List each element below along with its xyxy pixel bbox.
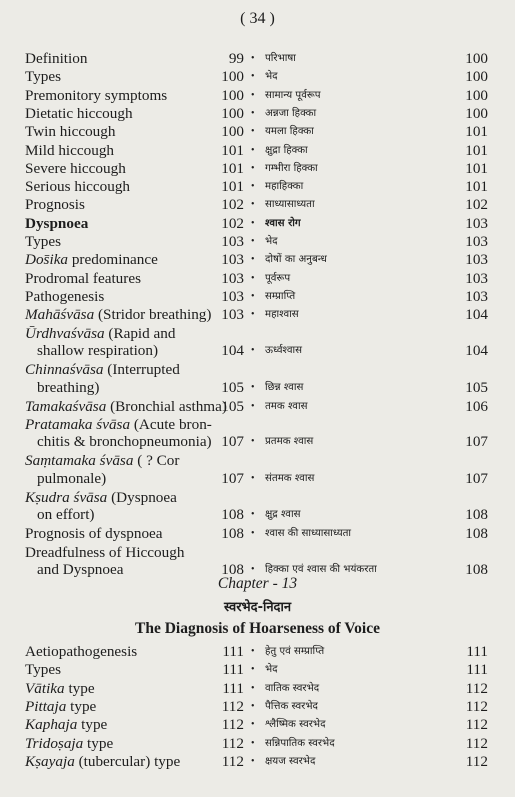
english-topic bbox=[25, 178, 235, 196]
hindi-topic: प्रतमक श्वास bbox=[265, 436, 314, 448]
english-topic bbox=[25, 105, 235, 123]
hindi-page-number: 108 bbox=[465, 506, 488, 524]
topic-text: Definition bbox=[25, 50, 88, 67]
bullet-separator: • bbox=[251, 199, 255, 211]
hindi-page-number: 103 bbox=[465, 287, 488, 305]
english-page-number: 100 bbox=[221, 68, 244, 86]
english-page-number: 102 bbox=[221, 214, 244, 232]
topic-text: predominance bbox=[68, 251, 158, 269]
english-topic-line bbox=[25, 361, 180, 378]
english-page-number: 111 bbox=[222, 643, 244, 660]
topic-text: Severe hiccough bbox=[25, 159, 126, 177]
english-page-number: 100 bbox=[221, 86, 244, 104]
bullet-separator: • bbox=[251, 737, 255, 749]
bullet-separator: • bbox=[251, 89, 255, 101]
topic-text: Twin hiccough bbox=[25, 123, 116, 141]
english-topic bbox=[25, 87, 235, 105]
english-topic bbox=[25, 123, 235, 141]
bullet-separator: • bbox=[251, 528, 255, 540]
sanskrit-term: Kṣudra śvāsa bbox=[25, 488, 108, 506]
chapter-title: The Diagnosis of Hoarseness of Voice bbox=[135, 620, 380, 637]
hindi-page-number: 101 bbox=[465, 141, 488, 159]
english-page-number: 100 bbox=[221, 104, 244, 122]
hindi-topic: वातिक स्वरभेद bbox=[265, 682, 320, 694]
topic-text: type bbox=[83, 734, 114, 752]
index-entry bbox=[0, 753, 515, 789]
english-page-number: 111 bbox=[222, 661, 244, 679]
hindi-page-number: 111 bbox=[466, 643, 488, 660]
english-topic bbox=[25, 50, 235, 68]
bullet-separator: • bbox=[251, 107, 255, 119]
bullet-separator: • bbox=[251, 646, 255, 657]
english-page-number: 108 bbox=[221, 561, 244, 579]
hindi-topic: पैत्तिक स्वरभेद bbox=[265, 700, 318, 712]
topic-text: (tubercular) type bbox=[74, 752, 181, 770]
hindi-topic: श्लैष्मिक स्वरभेद bbox=[265, 719, 326, 731]
index-entry bbox=[0, 452, 515, 488]
index-entry bbox=[0, 361, 515, 397]
english-topic bbox=[25, 251, 235, 269]
sanskrit-term: Vātika bbox=[25, 679, 65, 697]
english-page-number: 112 bbox=[221, 697, 244, 715]
topic-text: (Stridor breathing) bbox=[94, 306, 212, 324]
hindi-topic: ऊर्ध्वश्वास bbox=[265, 345, 303, 357]
bullet-separator: • bbox=[251, 700, 255, 712]
english-topic bbox=[25, 233, 235, 251]
english-topic-line bbox=[25, 251, 158, 268]
sanskrit-term: Pittaja bbox=[25, 697, 67, 715]
hindi-topic: हेतु एवं सम्प्राप्ति bbox=[265, 646, 325, 657]
english-topic bbox=[25, 361, 235, 396]
english-topic bbox=[25, 525, 235, 543]
english-page-number: 103 bbox=[221, 251, 244, 269]
sanskrit-term: Ūrdhvaśvāsa bbox=[25, 324, 105, 342]
bullet-separator: • bbox=[251, 309, 255, 321]
hindi-page-number: 102 bbox=[465, 196, 488, 214]
english-topic-line bbox=[25, 233, 61, 250]
topic-text: Dreadfulness of Hiccough bbox=[25, 543, 185, 561]
bullet-separator: • bbox=[251, 144, 255, 156]
english-page-number: 100 bbox=[221, 123, 244, 141]
sanskrit-term: Pratamaka śvāsa bbox=[25, 415, 131, 433]
hindi-page-number: 100 bbox=[465, 86, 488, 104]
english-topic-line bbox=[25, 306, 211, 323]
english-page-number: 103 bbox=[221, 269, 244, 287]
bullet-separator: • bbox=[251, 472, 255, 484]
english-page-number: 103 bbox=[221, 306, 244, 324]
bullet-separator: • bbox=[251, 181, 255, 193]
hindi-page-number: 105 bbox=[465, 378, 488, 396]
english-topic-line bbox=[25, 325, 175, 342]
english-topic-line bbox=[25, 698, 96, 715]
english-topic-continuation: chitis & bronchopneumonia) bbox=[37, 433, 212, 451]
english-topic-line bbox=[25, 489, 177, 506]
chapter-hindi-title: स्वरभेद-निदान bbox=[223, 600, 292, 615]
hindi-page-number: 112 bbox=[465, 716, 488, 734]
bullet-separator: • bbox=[251, 290, 255, 302]
english-topic bbox=[25, 288, 235, 306]
english-page-number: 101 bbox=[221, 159, 244, 177]
bullet-separator: • bbox=[251, 162, 255, 174]
english-page-number: 112 bbox=[221, 734, 244, 752]
hindi-topic: महाश्वास bbox=[265, 309, 299, 321]
topic-text: Aetiopathogenesis bbox=[25, 643, 138, 660]
hindi-page-number: 112 bbox=[465, 752, 488, 770]
hindi-topic: क्षयज स्वरभेद bbox=[265, 755, 316, 767]
page-number: ( 34 ) bbox=[240, 10, 275, 27]
topic-text: Types bbox=[25, 68, 62, 86]
topic-text: Pathogenesis bbox=[25, 287, 105, 305]
hindi-page-number: 111 bbox=[466, 661, 488, 679]
english-topic bbox=[25, 680, 235, 698]
english-page-number: 101 bbox=[221, 178, 244, 196]
hindi-page-number: 107 bbox=[465, 433, 488, 451]
hindi-page-number: 106 bbox=[465, 397, 488, 415]
hindi-topic: भेद bbox=[265, 664, 278, 676]
sanskrit-term: Tridoṣaja bbox=[25, 734, 84, 752]
bullet-separator: • bbox=[251, 400, 255, 412]
english-page-number: 102 bbox=[221, 196, 244, 214]
hindi-topic: सामान्य पूर्वरूप bbox=[265, 89, 321, 101]
english-page-number: 105 bbox=[221, 397, 244, 415]
sanskrit-term: Dos̄ika bbox=[25, 251, 69, 269]
bullet-separator: • bbox=[251, 381, 255, 393]
hindi-topic: यमला हिक्का bbox=[265, 126, 314, 138]
hindi-page-number: 112 bbox=[465, 679, 488, 697]
english-topic-line bbox=[25, 160, 126, 177]
english-topic bbox=[25, 68, 235, 86]
english-page-number: 103 bbox=[221, 287, 244, 305]
hindi-page-number: 103 bbox=[465, 233, 488, 250]
english-topic-line bbox=[25, 753, 180, 770]
sanskrit-term: Kṣayaja bbox=[25, 752, 75, 770]
hindi-page-number: 108 bbox=[465, 525, 488, 543]
english-topic bbox=[25, 196, 235, 214]
hindi-topic: गम्भीरा हिक्का bbox=[265, 162, 318, 174]
english-topic bbox=[25, 661, 235, 679]
english-topic bbox=[25, 753, 235, 771]
english-topic bbox=[25, 452, 235, 487]
sanskrit-term: Kaphaja bbox=[25, 716, 78, 734]
hindi-topic: अन्नजा हिक्का bbox=[265, 107, 317, 119]
chapter-label: Chapter - 13 bbox=[217, 575, 298, 592]
topic-text: type bbox=[66, 697, 97, 715]
index-entry bbox=[0, 489, 515, 525]
bullet-separator: • bbox=[251, 126, 255, 138]
hindi-topic: भेद bbox=[265, 236, 278, 247]
hindi-topic: संतमक श्वास bbox=[265, 472, 315, 484]
topic-text: Prognosis bbox=[25, 196, 85, 214]
english-topic-line bbox=[25, 142, 114, 159]
bullet-separator: • bbox=[251, 564, 255, 576]
english-topic-line bbox=[25, 525, 163, 542]
english-topic bbox=[25, 489, 235, 524]
hindi-page-number: 104 bbox=[465, 342, 488, 360]
bullet-separator: • bbox=[251, 254, 255, 266]
bullet-separator: • bbox=[251, 236, 255, 247]
hindi-page-number: 103 bbox=[465, 251, 488, 269]
hindi-page-number: 101 bbox=[465, 123, 488, 141]
english-topic-line bbox=[25, 643, 137, 660]
topic-text: Prognosis of dyspnoea bbox=[25, 525, 163, 543]
english-topic-line bbox=[25, 661, 61, 678]
hindi-topic: दोषों का अनुबन्ध bbox=[265, 254, 327, 266]
bullet-separator: • bbox=[251, 682, 255, 694]
hindi-topic: छिन्न श्वास bbox=[265, 381, 304, 393]
hindi-page-number: 103 bbox=[465, 269, 488, 287]
hindi-page-number: 108 bbox=[465, 561, 488, 579]
topic-text: Types bbox=[25, 233, 62, 250]
english-topic bbox=[25, 735, 235, 753]
hindi-topic: श्वास रोग bbox=[265, 217, 301, 229]
english-page-number: 108 bbox=[221, 506, 244, 524]
topic-text: (Rapid and bbox=[104, 324, 176, 342]
hindi-topic: परिभाषा bbox=[265, 53, 296, 64]
english-topic-line bbox=[25, 50, 87, 67]
english-topic-line bbox=[25, 398, 227, 415]
english-topic bbox=[25, 544, 235, 579]
english-topic bbox=[25, 160, 235, 178]
topic-text: type bbox=[64, 679, 95, 697]
sanskrit-term: Tamakaśvāsa bbox=[25, 397, 107, 415]
hindi-topic: पूर्वरूप bbox=[265, 272, 291, 284]
english-topic bbox=[25, 416, 235, 451]
hindi-topic: सन्निपातिक स्वरभेद bbox=[265, 737, 335, 749]
english-topic bbox=[25, 142, 235, 160]
bullet-separator: • bbox=[251, 755, 255, 767]
english-topic-continuation: and Dyspnoea bbox=[37, 561, 124, 579]
hindi-page-number: 112 bbox=[465, 734, 488, 752]
english-topic-line bbox=[25, 544, 184, 561]
topic-text: (Bronchial asthma) bbox=[106, 397, 227, 415]
hindi-page-number: 112 bbox=[465, 697, 488, 715]
hindi-topic: श्वास की साध्यासाध्यता bbox=[265, 528, 352, 540]
english-page-number: 104 bbox=[221, 342, 244, 360]
english-topic-continuation: shallow respiration) bbox=[37, 342, 159, 360]
topic-text: Prodromal features bbox=[25, 269, 141, 287]
english-page-number: 112 bbox=[221, 716, 244, 734]
english-topic-continuation: breathing) bbox=[37, 378, 100, 396]
english-page-number: 107 bbox=[221, 433, 244, 451]
english-topic bbox=[25, 215, 235, 233]
topic-text: Mild hiccough bbox=[25, 141, 115, 159]
bullet-separator: • bbox=[251, 272, 255, 284]
hindi-topic: महाहिक्का bbox=[265, 181, 304, 193]
bullet-separator: • bbox=[251, 53, 255, 64]
english-topic-line bbox=[25, 680, 95, 697]
hindi-topic: भेद bbox=[265, 71, 278, 83]
bullet-separator: • bbox=[251, 345, 255, 357]
hindi-page-number: 107 bbox=[465, 469, 488, 487]
hindi-topic: साध्यासाध्यता bbox=[265, 199, 315, 211]
topic-text: Serious hiccough bbox=[25, 178, 131, 196]
english-topic-line bbox=[25, 178, 130, 195]
bullet-separator: • bbox=[251, 509, 255, 521]
hindi-page-number: 104 bbox=[465, 306, 488, 324]
english-page-number: 105 bbox=[221, 378, 244, 396]
english-topic-continuation: on effort) bbox=[37, 506, 95, 524]
hindi-page-number: 101 bbox=[465, 178, 488, 196]
bullet-separator: • bbox=[251, 217, 255, 229]
hindi-topic: सम्प्राप्ति bbox=[265, 290, 296, 302]
sanskrit-term: Mahāśvāsa bbox=[25, 306, 95, 324]
english-topic-line bbox=[25, 87, 167, 104]
english-page-number: 101 bbox=[221, 141, 244, 159]
english-topic bbox=[25, 643, 235, 661]
index-entry bbox=[0, 416, 515, 452]
english-topic-line bbox=[25, 288, 104, 305]
english-page-number: 103 bbox=[221, 233, 244, 250]
hindi-page-number: 100 bbox=[465, 50, 488, 67]
topic-text: Dietatic hiccough bbox=[25, 104, 133, 122]
english-topic-line bbox=[25, 68, 61, 85]
english-page-number: 107 bbox=[221, 469, 244, 487]
english-topic-line bbox=[25, 416, 212, 433]
hindi-page-number: 101 bbox=[465, 159, 488, 177]
english-topic-line bbox=[25, 452, 179, 469]
english-topic bbox=[25, 325, 235, 360]
english-topic bbox=[25, 398, 235, 416]
hindi-page-number: 100 bbox=[465, 68, 488, 86]
english-topic-line bbox=[25, 215, 88, 232]
bullet-separator: • bbox=[251, 664, 255, 676]
sanskrit-term: Saṃtamaka śvāsa bbox=[25, 452, 134, 470]
english-page-number: 108 bbox=[221, 525, 244, 543]
hindi-page-number: 103 bbox=[465, 214, 488, 232]
english-topic-line bbox=[25, 123, 115, 140]
english-topic-line bbox=[25, 716, 107, 733]
topic-text: (Acute bron- bbox=[130, 415, 212, 433]
topic-text: Dyspnoea bbox=[25, 214, 89, 232]
topic-text: (Dyspnoea bbox=[107, 488, 177, 506]
sanskrit-term: Chinnaśvāsa bbox=[25, 361, 104, 378]
bullet-separator: • bbox=[251, 719, 255, 731]
topic-text: ( ? Cor bbox=[133, 452, 180, 470]
english-page-number: 99 bbox=[228, 50, 244, 67]
hindi-topic: क्षुद्र श्वास bbox=[265, 509, 301, 521]
english-topic bbox=[25, 716, 235, 734]
english-page-number: 112 bbox=[221, 752, 244, 770]
english-topic-line bbox=[25, 196, 85, 213]
english-topic bbox=[25, 698, 235, 716]
hindi-page-number: 100 bbox=[465, 104, 488, 122]
bullet-separator: • bbox=[251, 71, 255, 83]
hindi-topic: हिक्का एवं श्वास की भयंकरता bbox=[265, 564, 377, 576]
topic-text: Premonitory symptoms bbox=[25, 86, 168, 104]
topic-text: type bbox=[77, 716, 108, 734]
english-topic-line bbox=[25, 735, 113, 752]
english-topic-line bbox=[25, 105, 133, 122]
index-entry bbox=[0, 325, 515, 361]
english-topic-line bbox=[25, 270, 141, 287]
hindi-topic: क्षुद्रा हिक्का bbox=[265, 144, 308, 156]
topic-text: Types bbox=[25, 661, 62, 679]
english-topic-continuation: pulmonale) bbox=[37, 469, 107, 487]
bullet-separator: • bbox=[251, 436, 255, 448]
topic-text: (Interrupted bbox=[103, 361, 180, 378]
english-page-number: 111 bbox=[222, 679, 244, 697]
english-topic bbox=[25, 270, 235, 288]
hindi-topic: तमक श्वास bbox=[265, 400, 308, 412]
english-topic bbox=[25, 306, 235, 324]
